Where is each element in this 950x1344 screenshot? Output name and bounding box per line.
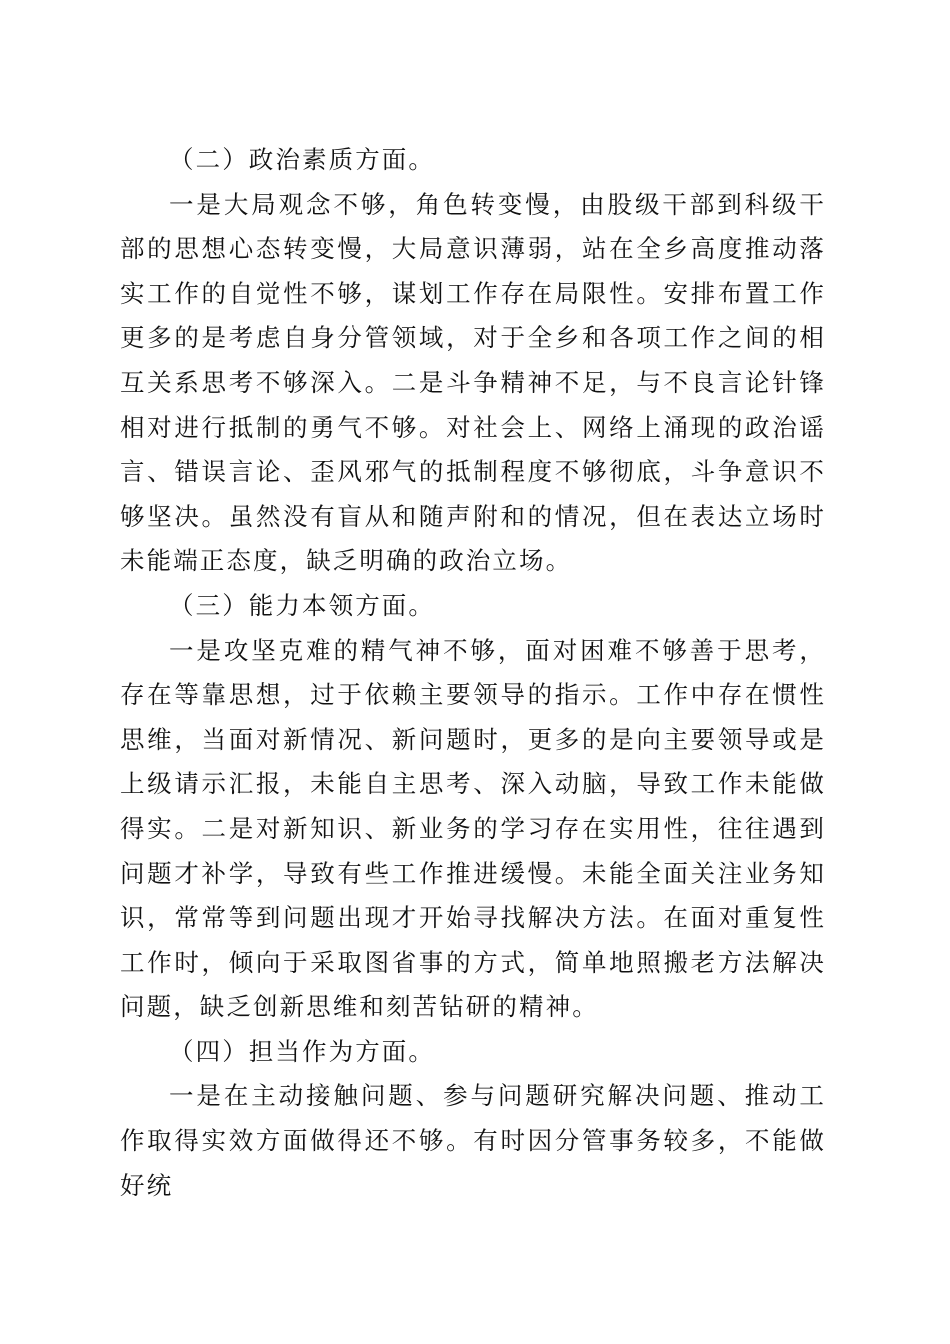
- section-heading-political-quality: （二）政治素质方面。: [169, 145, 435, 174]
- document-body: [120, 138, 826, 1208]
- section-body-political-quality: 一是大局观念不够，角色转变慢，由股级干部到科级干部的思想心态转变慢，大局意识薄弱，站在全乡高度推动落实工作的自觉性不够，谋划工作存在局限性。安排布置工作更多的是考虑自身分管领域，对于全乡和各项工作之间的相互关系思考不够深入。二是斗争精神不足，与不良言论针锋相对进行抵制的勇气不够。对社会上、网络上涌现的政治谣言、错误言论、歪风邪气的抵制程度不够彻底，斗争意识不够坚决。虽然没有盲从和随声附和的情况，但在表达立场时未能端正态度，缺乏明确的政治立场。: [120, 189, 826, 576]
- section-body-ability: 一是攻坚克难的精气神不够，面对困难不够善于思考，存在等靠思想，过于依赖主要领导的指示。工作中存在惯性思维，当面对新情况、新问题时，更多的是向主要领导或是上级请示汇报，未能自主思考、深入动脑，导致工作未能做得实。二是对新知识、新业务的学习存在实用性，往往遇到问题才补学，导致有些工作推进缓慢。未能全面关注业务知识，常常等到问题出现才开始寻找解决方法。在面对重复性工作时，倾向于采取图省事的方式，简单地照搬老方法解决问题，缺乏创新思维和刻苦钻研的精神。: [120, 635, 826, 1022]
- section-heading-ability: （三）能力本领方面。: [169, 590, 435, 620]
- section-heading-responsibility: （四）担当作为方面。: [169, 1036, 435, 1066]
- section-body-responsibility: 一是在主动接触问题、参与问题研究解决问题、推动工作取得实效方面做得还不够。有时因分管事务较多，不能做好统: [120, 1081, 826, 1200]
